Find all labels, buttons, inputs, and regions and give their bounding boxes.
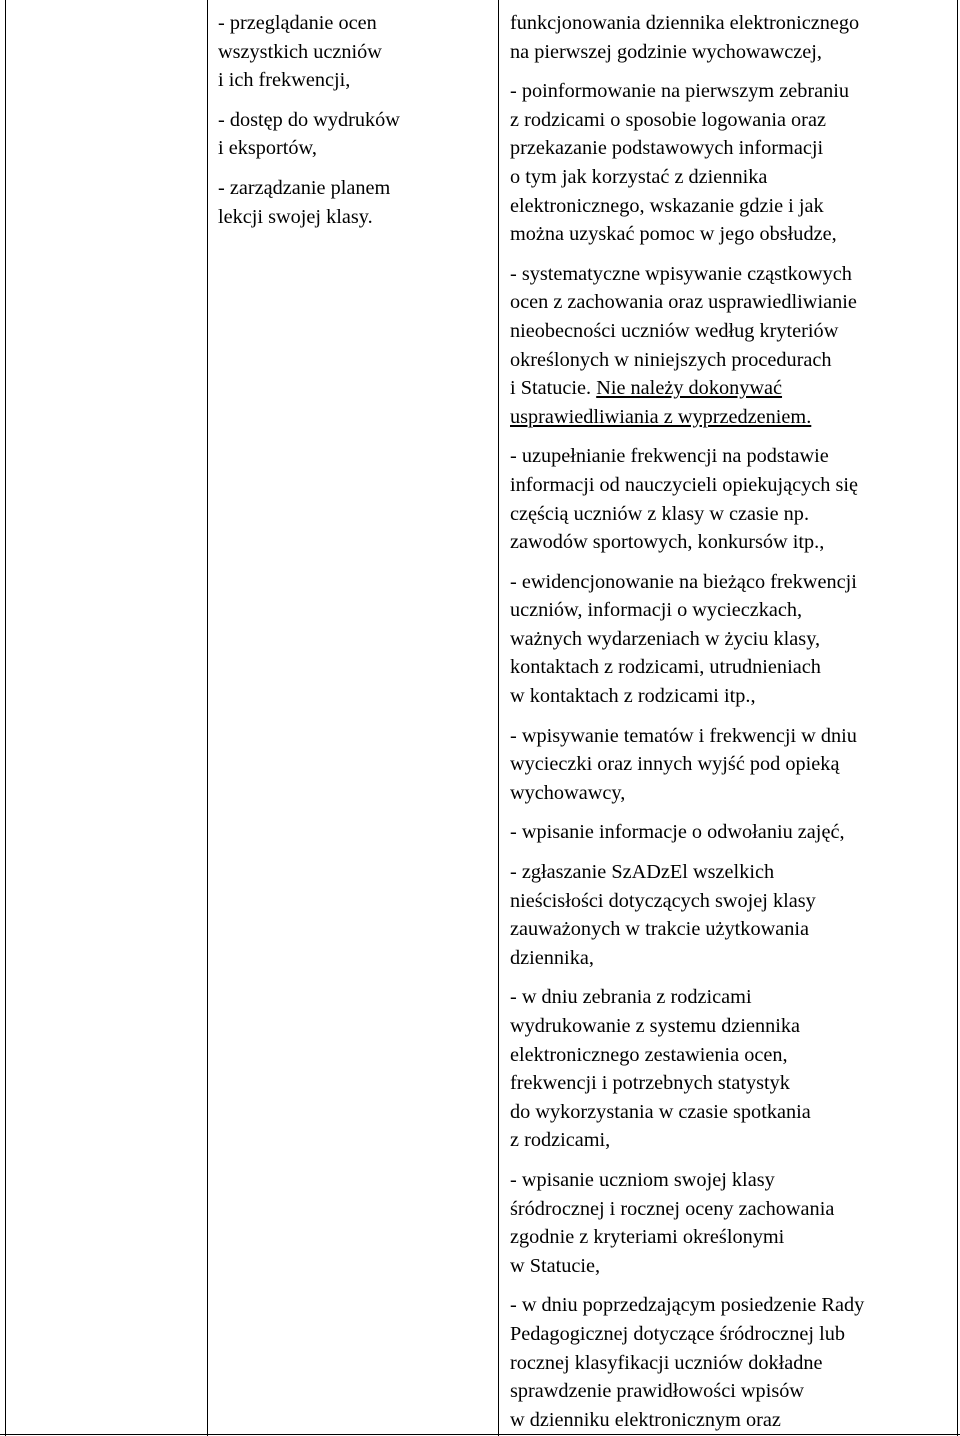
underlined-notice-line-1: Nie należy dokonywać	[596, 377, 783, 400]
right-entry-2-line-1: - poinformowanie na pierwszym zebraniu	[510, 80, 850, 103]
left-entry-2-line-2: i eksportów,	[218, 137, 317, 160]
right-entry-4-line-1: - uzupełnianie frekwencji na podstawie	[510, 445, 829, 468]
right-entry-10-line-4: w Statucie,	[510, 1254, 601, 1277]
right-entry-2-line-2: z rodzicami o sposobie logowania oraz	[510, 108, 826, 131]
right-entry-11-line-1: - w dniu poprzedzającym posiedzenie Rady	[510, 1294, 865, 1317]
right-entry-2-line-6: można uzyskać pomoc w jego obsłudze,	[510, 223, 837, 246]
right-entry-9-line-4: frekwencji i potrzebnych statystyk	[510, 1072, 790, 1095]
permissions-column	[218, 9, 466, 231]
right-entry-4-line-3: częścią uczniów z klasy w czasie np.	[510, 502, 810, 525]
right-entry-9-line-3: elektronicznego zestawienia ocen,	[510, 1043, 788, 1066]
right-entry-11-line-3: rocznej klasyfikacji uczniów dokładne	[510, 1351, 823, 1374]
right-entry-11-line-4: sprawdzenie prawidłowości wpisów	[510, 1380, 805, 1403]
left-entry-1-line-3: i ich frekwencji,	[218, 69, 351, 92]
right-entry-6-line-3: wychowawcy,	[510, 781, 626, 804]
left-entry-3-line-1: - zarządzanie planem	[218, 176, 391, 199]
left-entry-1-line-2: wszystkich uczniów	[218, 40, 382, 63]
right-entry-3-line-5	[510, 374, 958, 403]
right-entry-10-line-1: - wpisanie uczniom swojej klasy	[510, 1168, 775, 1191]
right-entry-2-line-3: przekazanie podstawowych informacji	[510, 137, 824, 160]
right-entry-11-line-5: w dzienniku elektronicznym oraz	[510, 1408, 781, 1431]
right-entry-4-line-4: zawodów sportowych, konkursów itp.,	[510, 531, 825, 554]
right-entry-2-line-4: o tym jak korzystać z dziennika	[510, 165, 768, 188]
right-entry-8-line-3: zauważonych w trakcie użytkowania	[510, 918, 810, 941]
left-entry-3-line-2: lekcji swojej klasy.	[218, 205, 373, 228]
right-entry-6-line-1: - wpisywanie tematów i frekwencji w dniu	[510, 724, 857, 747]
right-entry-3-line-3: nieobecności uczniów według kryteriów	[510, 319, 839, 342]
right-entry-7-line-1: - wpisanie informacje o odwołaniu zajęć,	[510, 821, 845, 844]
right-entry-3-line-6	[510, 403, 958, 432]
right-entry-10-line-3: zgodnie z kryteriami określonymi	[510, 1226, 785, 1249]
right-entry-9-line-5: do wykorzystania w czasie spotkania	[510, 1100, 811, 1123]
right-entry-5-line-1: - ewidencjonowanie na bieżąco frekwencji	[510, 570, 857, 593]
right-entry-5-line-4: kontaktach z rodzicami, utrudnieniach	[510, 656, 821, 679]
right-entry-9-line-2: wydrukowanie z systemu dziennika	[510, 1015, 801, 1037]
right-entry-8-line-1: - zgłaszanie SzADzEl wszelkich	[510, 861, 775, 884]
right-entry-2-line-5: elektronicznego, wskazanie gdzie i jak	[510, 194, 824, 217]
right-entry-6-line-2: wycieczki oraz innych wyjść pod opieką	[510, 753, 840, 776]
right-entry-3-line-2: ocen z zachowania oraz usprawiedliwianie	[510, 291, 857, 314]
duties-column	[510, 9, 958, 1434]
right-entry-11-line-2: Pedagogicznej dotyczące śródrocznej lub	[510, 1322, 846, 1345]
right-entry-3-line-1: - systematyczne wpisywanie cząstkowych	[510, 262, 852, 285]
left-entry-1-line-1: - przeglądanie ocen	[218, 12, 377, 34]
underlined-notice-line-2: usprawiedliwiania z wyprzedzeniem.	[510, 405, 812, 428]
right-entry-5-line-3: ważnych wydarzeniach w życiu klasy,	[510, 627, 821, 650]
column-divider-2	[498, 0, 499, 1436]
right-entry-4-line-2: informacji od nauczycieli opiekujących się	[510, 473, 859, 496]
right-entry-3-line-5-text: i Statucie.	[510, 377, 592, 400]
right-entry-3-line-4: określonych w niniejszych procedurach	[510, 348, 832, 371]
column-divider-1	[207, 0, 208, 1436]
left-entry-2-line-1: - dostęp do wydruków	[218, 108, 400, 131]
right-entry-1-line-1: funkcjonowania dziennika elektronicznego	[510, 12, 860, 34]
right-entry-8-line-2: nieścisłości dotyczących swojej klasy	[510, 889, 816, 912]
right-entry-1-line-2: na pierwszej godzinie wychowawczej,	[510, 40, 822, 63]
right-entry-5-line-2: uczniów, informacji o wycieczkach,	[510, 599, 803, 622]
right-entry-5-line-5: w kontaktach z rodzicami itp.,	[510, 685, 756, 708]
right-entry-10-line-2: śródrocznej i rocznej oceny zachowania	[510, 1197, 835, 1220]
right-entry-9-line-1: - w dniu zebrania z rodzicami	[510, 986, 752, 1009]
right-entry-8-line-4: dziennika,	[510, 946, 594, 969]
right-entry-9-line-6: z rodzicami,	[510, 1129, 611, 1152]
table-border-left	[5, 0, 6, 1436]
